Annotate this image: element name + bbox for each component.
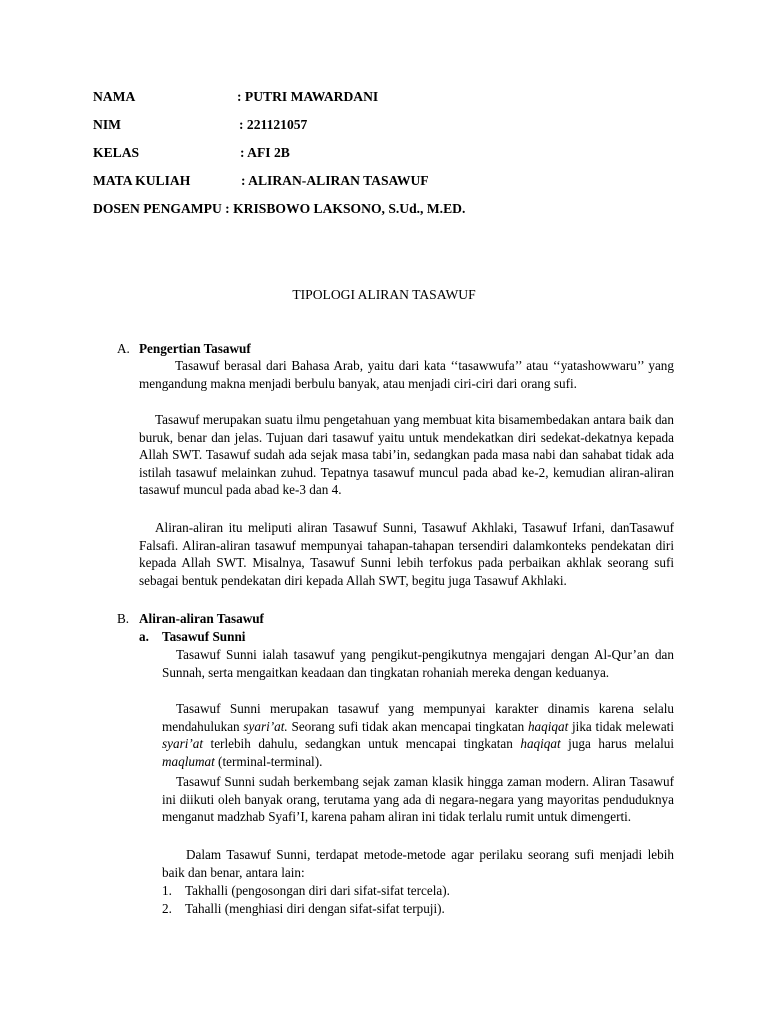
- kelas-row: [93, 144, 290, 162]
- matkul-label: MATA KULIAH: [93, 173, 191, 188]
- nim-row: [93, 116, 308, 134]
- section-b-marker: B.: [117, 611, 130, 626]
- term-haqiqat-1: haqiqat: [527, 718, 569, 734]
- section-a-marker: A.: [117, 341, 130, 356]
- p2-text-c: jika tidak melewati: [568, 718, 674, 734]
- nama-row: [93, 88, 379, 106]
- p2-text-f: (terminal-terminal).: [214, 753, 323, 769]
- sunni-paragraph-3: Tasawuf Sunni sudah berkembang sejak zaman klasik hingga zaman modern. Aliran Tasawuf ini diikuti oleh banyak orang, terutama yang ada di negara-negara yang mayoritas penduduknya menganut madzhab Syafi’I, karena paham aliran ini tidak terlalu rumit untuk dimengerti.: [162, 774, 674, 825]
- sunni-paragraph-1: Tasawuf Sunni ialah tasawuf yang pengikut-pengikutnya mengajari dengan Al-Qur’an dan Sunnah, serta mengaitkan keadaan dan tingkatan rohaniah mereka dengan keduanya.: [162, 647, 674, 680]
- sunni-paragraph-4: Dalam Tasawuf Sunni, terdapat metode-metode agar perilaku seorang sufi menjadi lebih baik dan benar, antara lain:: [162, 847, 674, 880]
- nim-label: NIM: [93, 117, 121, 132]
- section-b-heading: Aliran-aliran Tasawuf: [139, 611, 264, 626]
- section-a-paragraph-3: Aliran-aliran itu meliputi aliran Tasawuf Sunni, Tasawuf Akhlaki, Tasawuf Irfani, danTasawuf Falsafi. Aliran-aliran tasawuf mempunyai tahapan-tahapan tersendiri dalamkonteks pendekatan diri kepada Allah SWT. Misalnya, Tasawuf Sunni lebih terfokus pada perbaikan akhlak seorang sufi sebagai bentuk pendekatan diri kepada Allah SWT, begitu juga Tasawuf Akhlaki.: [139, 520, 674, 588]
- subsection-a-heading: Tasawuf Sunni: [162, 629, 246, 644]
- p2-text-d: terlebih dahulu, sedangkan untuk mencapai tingkatan: [203, 736, 521, 752]
- nim-value: : 221121057: [239, 117, 308, 132]
- matkul-row: [93, 172, 429, 190]
- nama-value: : PUTRI MAWARDANI: [237, 89, 379, 104]
- kelas-label: KELAS: [93, 145, 140, 160]
- list-item-1-text: Takhalli (pengosongan diri dari sifat-sifat tercela).: [185, 883, 450, 898]
- matkul-value: : ALIRAN-ALIRAN TASAWUF: [241, 173, 429, 188]
- section-a-paragraph-1: Tasawuf berasal dari Bahasa Arab, yaitu dari kata ‘‘tasawwufa’’ atau ‘‘yatashowwaru’’ yang mengandung makna menjadi berbulu banyak, atau menjadi ciri-ciri dari orang sufi.: [139, 358, 674, 391]
- term-haqiqat-2: haqiqat: [520, 736, 561, 752]
- list-item-2-text: Tahalli (menghiasi diri dengan sifat-sifat terpuji).: [185, 901, 445, 916]
- p2-text-e: juga harus melalui: [560, 736, 674, 752]
- nama-label: NAMA: [93, 89, 136, 104]
- term-maqlumat: maqlumat: [162, 753, 215, 769]
- dosen-value: : KRISBOWO LAKSONO, S.Ud., M.ED.: [225, 201, 466, 216]
- dosen-row: [93, 200, 465, 218]
- sunni-paragraph-2: [162, 700, 674, 770]
- p2-text-b: Seorang sufi tidak akan mencapai tingkatan: [287, 718, 528, 734]
- section-a-heading: Pengertian Tasawuf: [139, 341, 251, 356]
- term-syariat-2: syari’at: [162, 736, 204, 752]
- list-item-1-marker: 1.: [162, 883, 172, 898]
- kelas-value: : AFI 2B: [240, 145, 290, 160]
- dosen-label: DOSEN PENGAMPU: [93, 201, 222, 216]
- list-item-2-marker: 2.: [162, 901, 172, 916]
- p2-text-a: Tasawuf Sunni merupakan tasawuf yang mempunyai karakter dinamis karena selalu mendahulukan: [162, 701, 674, 734]
- document-title: TIPOLOGI ALIRAN TASAWUF: [292, 287, 476, 302]
- section-a-paragraph-2: Tasawuf merupakan suatu ilmu pengetahuan yang membuat kita bisamembedakan antara baik dan buruk, benar dan jelas. Tujuan dari tasawuf yaitu untuk mendekatkan diri sedekat-dekatnya kepada Allah SWT. Tasawuf sudah ada sejak masa tabi’in, sedangkan pada masa nabi dan sahabat tidak ada istilah tasawuf melainkan zuhud. Tepatnya tasawuf muncul pada abad ke-2, kemudian aliran-aliran tasawuf muncul pada abad ke-3 dan 4.: [139, 412, 674, 498]
- subsection-a-marker: a.: [139, 629, 149, 644]
- term-syariat-1: syari’at.: [243, 718, 288, 734]
